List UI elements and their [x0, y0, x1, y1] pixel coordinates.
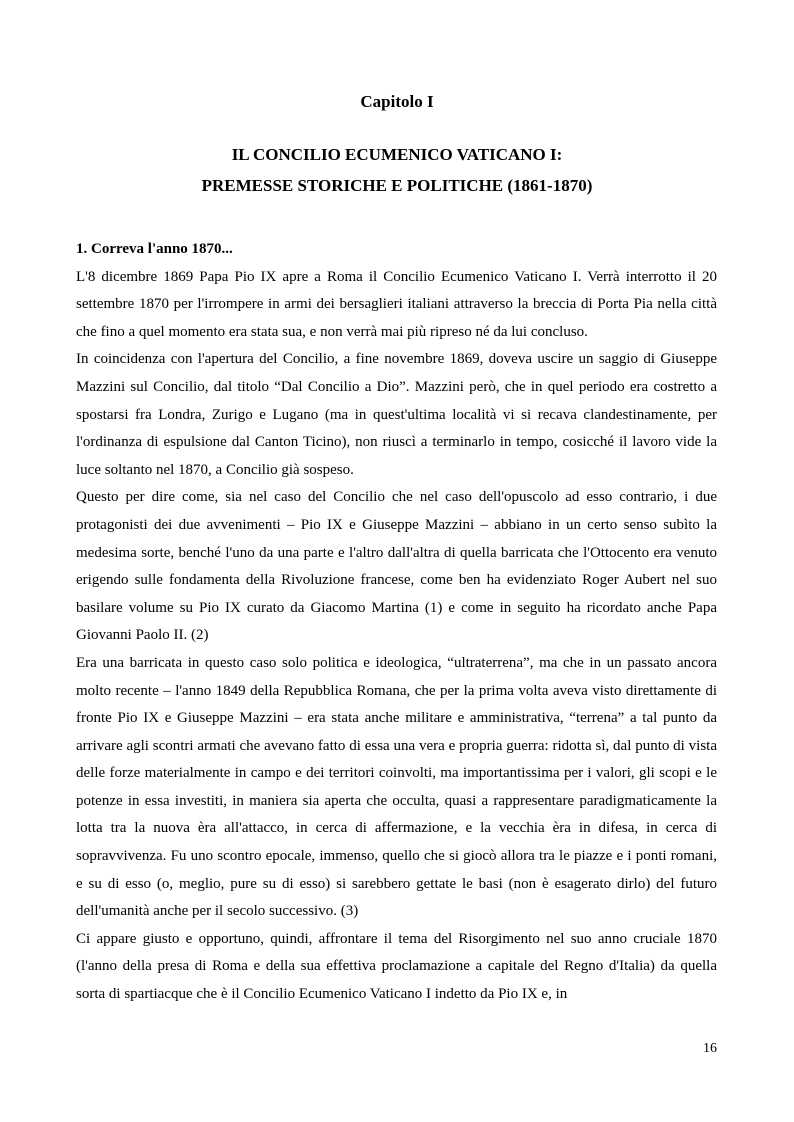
- paragraph: Ci appare giusto e opportuno, quindi, affrontare il tema del Risorgimento nel suo anno cruciale 1870 (l'anno della presa di Roma e della sua effettiva proclamazione a capitale del Regno d'Italia) da quella sorta di spartiacque che è il Concilio Ecumenico Vaticano I indetto da Pio IX e, in: [76, 930, 717, 1003]
- paragraph: L'8 dicembre 1869 Papa Pio IX apre a Roma il Concilio Ecumenico Vaticano I. Verrà interrotto il 20 settembre 1870 per l'irrompere in armi dei bersaglieri italiani attraverso la breccia di Porta Pia nella città che fino a quel momento era stata sua, e non verrà mai più ripreso né da lui concluso.: [76, 268, 717, 340]
- chapter-label: Capitolo I: [360, 92, 434, 111]
- paragraph: In coincidenza con l'apertura del Concilio, a fine novembre 1869, doveva uscire un saggio di Giuseppe Mazzini sul Concilio, dal titolo “Dal Concilio a Dio”. Mazzini però, che in quel periodo era costretto a spostarsi fra Londra, Zurigo e Lugano (ma in quest'ultima località vi si recava clandestinamente, per l'ordinanza di espulsione dal Canton Ticino), non riuscì a terminarlo in tempo, cosicché il lavoro vide la luce soltanto nel 1870, a Concilio già sospeso.: [76, 351, 717, 478]
- chapter-title-line-1: IL CONCILIO ECUMENICO VATICANO I:: [231, 145, 563, 164]
- paragraph: Era una barricata in questo caso solo politica e ideologica, “ultraterrena”, ma che in un passato ancora molto recente – l'anno 1849 della Repubblica Romana, che per la prima volta aveva visto direttamente di fronte Pio IX e Giuseppe Mazzini – era stata anche militare e amministrativa, “terrena” a tal punto da arrivare agli scontri armati che avevano fatto di essa una vera e propria guerra: ridotta sì, dal punto di vista delle forze materialmente in campo e dei territori coinvolti, ma importantissima per i valori, gli scopi e le potenze in essa investiti, in maniera sia aperta che occulta, quasi a rappresentare paradigmaticamente la lotta tra la nuova èra all'attacco, in cerca di affermazione, e la vecchia èra in difesa, in cerca di sopravvivenza. Fu uno scontro epocale, immenso, quello che si giocò allora tra le piazze e i ponti romani, e su di esso (o, meglio, pure su di esso) si sarebbero gettate le basi (non è esagerato dirlo) del futuro dell'umanità anche per il secolo successivo. (3): [76, 654, 717, 920]
- body-text: [76, 236, 717, 1009]
- page-number: 16: [703, 1041, 717, 1056]
- paragraph: Questo per dire come, sia nel caso del Concilio che nel caso dell'opuscolo ad esso contrario, i due protagonisti dei due avvenimenti – Pio IX e Giuseppe Mazzini – abbiano in un certo senso subìto la medesima sorte, benché l'uno da una parte e l'altro dall'altra di quella barricata che l'Ottocento era venuto erigendo sulle fondamenta della Rivoluzione francese, come ben ha evidenziato Roger Aubert nel suo basilare volume su Pio IX curato da Giacomo Martina (1) e come in seguito ha ricordato anche Papa Giovanni Paolo II. (2): [76, 489, 717, 644]
- section-heading: 1. Correva l'anno 1870...: [76, 241, 233, 257]
- chapter-title-line-2: PREMESSE STORICHE E POLITICHE (1861-1870): [201, 176, 593, 195]
